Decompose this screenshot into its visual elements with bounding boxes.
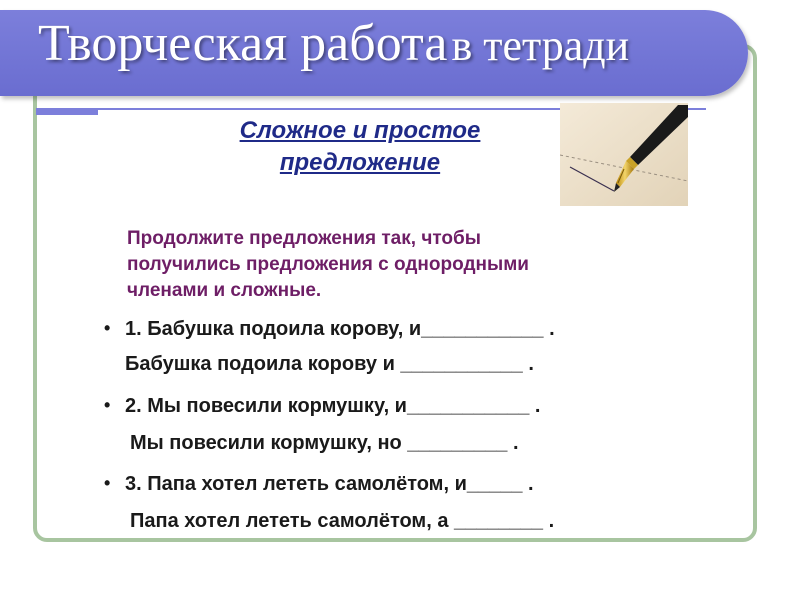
bullet-3: •	[104, 473, 111, 493]
instruction-line-3: членами и сложные.	[127, 280, 322, 301]
subtitle-line-1: Сложное и простое	[239, 117, 481, 144]
bullet-1: •	[104, 318, 111, 338]
instruction-text	[127, 226, 647, 304]
exercise-2-first: 2. Мы повесили кормушку, и___________ .	[125, 395, 541, 417]
exercise-1-first: 1. Бабушка подоила корову, и___________ .	[125, 318, 555, 340]
instruction-line-2: получились предложения с однородными	[127, 254, 529, 275]
title-tail: в тетради	[451, 21, 630, 70]
banner-stripe	[36, 108, 98, 115]
exercise-3-first: 3. Папа хотел лететь самолётом, и_____ .	[125, 473, 534, 495]
fountain-pen-icon	[560, 103, 688, 206]
title-main: Творческая работа	[38, 15, 448, 72]
instruction-line-1: Продолжите предложения так, чтобы	[127, 228, 481, 249]
exercise-3-second: Папа хотел лететь самолётом, а ________ .	[130, 510, 555, 532]
exercise-2-second: Мы повесили кормушку, но _________ .	[130, 432, 519, 454]
bullet-2: •	[104, 395, 111, 415]
exercise-1-second: Бабушка подоила корову и ___________ .	[125, 353, 534, 375]
subtitle-line-2: предложение	[279, 149, 441, 176]
slide-title	[38, 15, 630, 72]
